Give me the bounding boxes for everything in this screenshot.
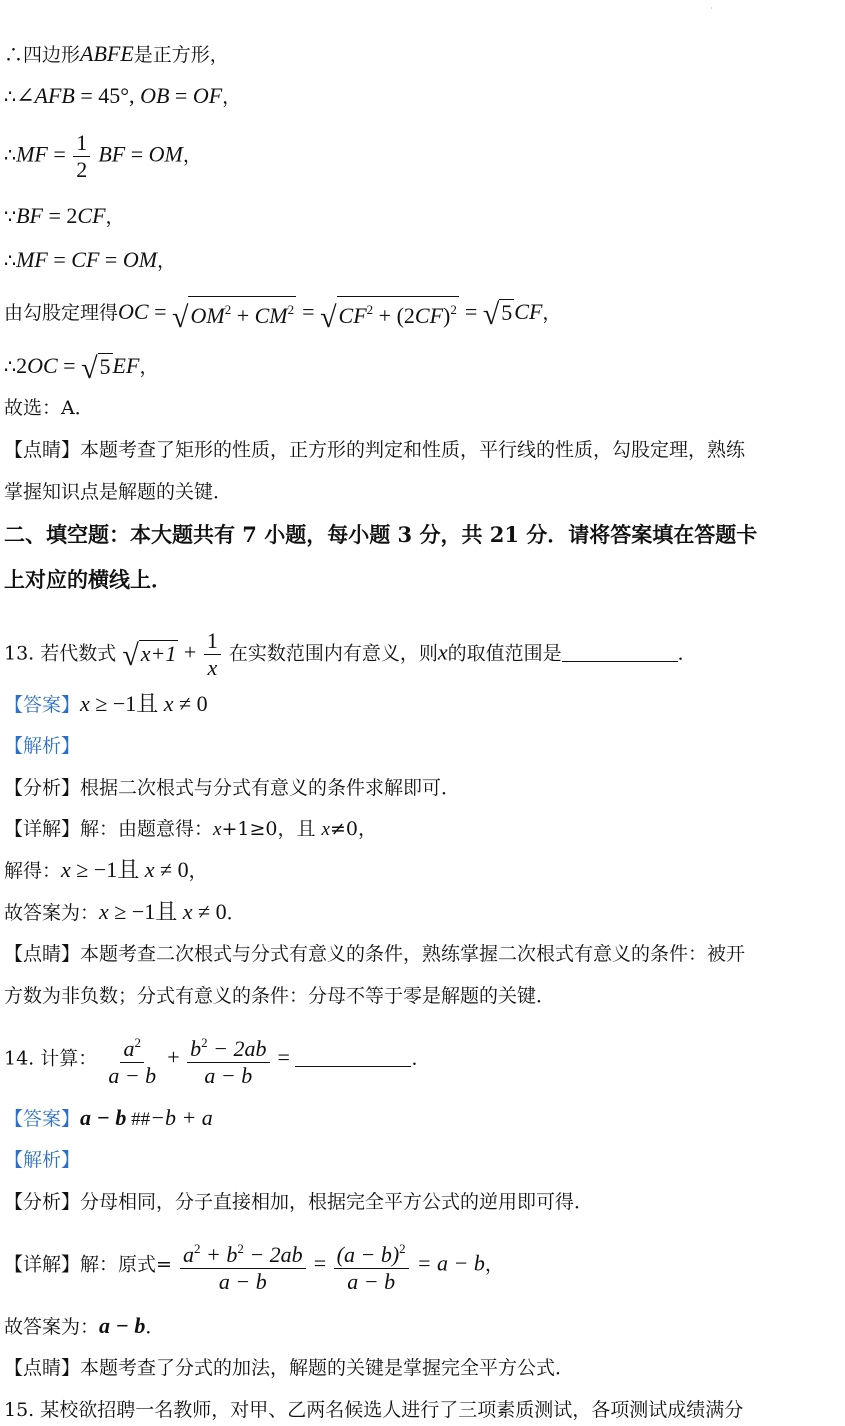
answer-blank-13 (562, 641, 678, 662)
line-pythagoras: 由勾股定理得OC = $√OM^2 + CM^2 = √CF^2 + (2CF)^2 = √5CF$， (4, 298, 562, 334)
question-13: 13. 若代数式 √x+1 + $\frac{1}{x}$ 在实数范围内有意义，则x的取值范围是 ． (4, 628, 697, 680)
answer-14: 【答案】a − b ##−b + a (4, 1105, 213, 1130)
scan-dot: · (710, 4, 713, 13)
line-comment-12a: 【点睛】本题考查了矩形的性质，正方形的判定和性质，平行线的性质，勾股定理，熟练 (4, 439, 746, 461)
line-mf-half: ∴MF = $\frac{1}{2}$ BF = OM， (4, 130, 202, 182)
fraction-one-over-x: $\frac{1}{x}$ (204, 628, 221, 681)
fraction-half: $\frac{1}{2}$ (73, 130, 90, 183)
fraction-square: $\frac{(a - b)^2}{a - b}$ (334, 1236, 409, 1295)
fraction-sum: $\frac{a^2 + b^2 - 2ab}{a - b}$ (180, 1236, 306, 1295)
line-angle: ∴∠AFB = 45°, OB = OF， (4, 83, 242, 108)
sqrt-5: √5 (482, 298, 513, 331)
section-heading-2: 上对应的横线上． (4, 567, 172, 592)
comment-13a: 【点睛】本题考查二次根式与分式有意义的条件，熟练掌握二次根式有意义的条件：被开 (4, 943, 746, 965)
fenxi-13: 【分析】根据二次根式与分式有意义的条件求解即可． (4, 777, 461, 799)
analysis-label-14: 【解析】 (4, 1149, 81, 1171)
fraction-b2: $\frac{b^2 - 2ab}{a - b}$ (187, 1030, 269, 1089)
line-comment-12b: 掌握知识点是解题的关键． (4, 481, 233, 503)
solve-13: 解得：x ≥ −1且 x ≠ 0， (4, 857, 208, 882)
line-mf-cf: ∴MF = CF = OM， (4, 247, 177, 272)
sqrt-cf: $√CF^2 + (2CF)^2$ (320, 296, 459, 332)
comment-14: 【点睛】本题考查了分式的加法，解题的关键是掌握完全平方公式． (4, 1357, 575, 1379)
comment-13b: 方数为非负数；分式有意义的条件：分母不等于零是解题的关键． (4, 985, 556, 1007)
fenxi-14: 【分析】分母相同，分子直接相加，根据完全平方公式的逆用即可得． (4, 1191, 594, 1213)
line-bf: ∵BF = 2CF， (4, 203, 125, 228)
analysis-label-13: 【解析】 (4, 735, 81, 757)
section-heading-1: 二、填空题：本大题共有 7 小题，每小题 3 分，共 21 分．请将答案填在答题卡 (4, 522, 758, 547)
question-14: 14. 计算： $\frac{a^2}{a - b}$ + $\frac{b^2 - 2ab}{a - b}$ = ． (4, 1030, 430, 1089)
line-square: ∴四边形ABFE是正方形， (4, 41, 229, 66)
sqrt-x-plus-1: √x+1 (122, 638, 177, 672)
sqrt-5-ef: √5 (81, 352, 111, 385)
fraction-a2: $\frac{a^2}{a - b}$ (105, 1030, 159, 1089)
detail-13: 【详解】解：由题意得：x+1≥0，且 x≠0， (4, 818, 377, 840)
detail-14: 【详解】解：原式= $\frac{a^2 + b^2 - 2ab}{a - b}$ = $\frac{(a - b)^2}{a - b}$ = a − b， (4, 1236, 504, 1295)
answer-blank-14 (295, 1046, 411, 1067)
result-14: 故答案为：a − b． (4, 1313, 165, 1338)
answer-13: 【答案】x ≥ −1且 x ≠ 0 (4, 691, 208, 716)
line-choose-a: 故选：A． (4, 397, 94, 419)
sqrt-om-cm: $√OM^2 + CM^2$ (172, 296, 296, 332)
line-2oc: ∴2OC = √5EF， (4, 352, 159, 385)
result-13: 故答案为：x ≥ −1且 x ≠ 0． (4, 899, 246, 924)
question-15: 15. 某校欲招聘一名教师，对甲、乙两名候选人进行了三项素质测试，各项测试成绩满分 (4, 1399, 744, 1421)
